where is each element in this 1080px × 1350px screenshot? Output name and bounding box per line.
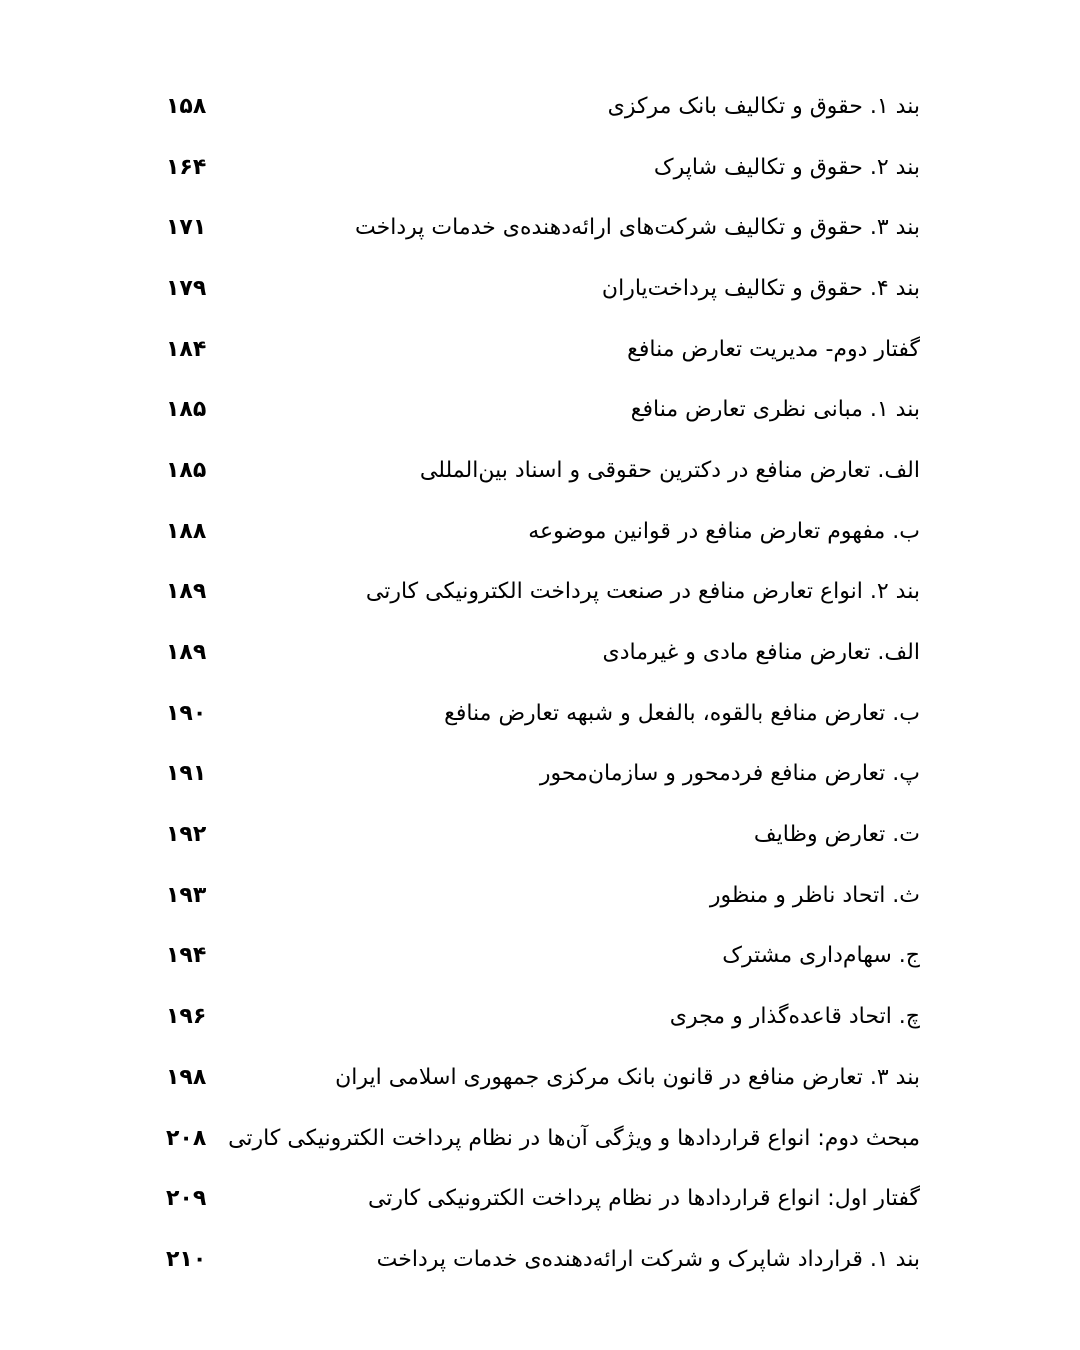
toc-entry[interactable] [160,197,920,258]
toc-entry-page: ۱۷۹ [166,275,207,301]
toc-entry-title: مبحث دوم: انواع قراردادها و ویژگی آن‌ها در نظام پرداخت الکترونیکی کارتی [228,1125,920,1151]
toc-entry[interactable] [160,1047,920,1108]
table-of-contents [160,76,920,1290]
toc-entry-title: ب. تعارض منافع بالقوه، بالفعل و شبهه تعارض منافع [444,700,920,726]
toc-entry-title: بند ۱. مبانی نظری تعارض منافع [630,397,920,423]
toc-entry-title: بند ۱. قرارداد شاپرک و شرکت ارائه‌دهنده‌ی خدمات پرداخت [376,1246,920,1272]
toc-entry-title: بند ۳. حقوق و تکالیف شرکت‌های ارائه‌دهنده‌ی خدمات پرداخت [355,215,920,241]
toc-entry[interactable] [160,562,920,623]
toc-entry-page: ۱۶۴ [166,154,207,180]
toc-entry[interactable] [160,865,920,926]
toc-entry-title: چ. اتحاد قاعده‌گذار و مجری [669,1004,920,1030]
toc-entry-title: بند ۱. حقوق و تکالیف بانک مرکزی [607,93,920,119]
toc-entry-title: بند ۴. حقوق و تکالیف پرداخت‌یاران [601,275,920,301]
toc-entry[interactable] [160,440,920,501]
toc-entry-page: ۱۸۵ [166,457,207,483]
toc-entry-page: ۱۹۶ [166,1004,207,1030]
toc-entry-page: ۱۹۳ [166,882,207,908]
toc-entry-title: ب. مفهوم تعارض منافع در قوانین موضوعه [528,518,920,544]
toc-entry-title: بند ۳. تعارض منافع در قانون بانک مرکزی جمهوری اسلامی ایران [335,1064,920,1090]
toc-entry-page: ۲۰۸ [166,1125,207,1151]
toc-entry-page: ۱۹۰ [166,700,207,726]
toc-entry-title: پ. تعارض منافع فردمحور و سازمان‌محور [539,761,920,787]
toc-entry-page: ۱۸۹ [166,640,207,666]
toc-entry[interactable] [160,379,920,440]
toc-entry-page: ۱۸۸ [166,518,207,544]
toc-entry[interactable] [160,926,920,987]
toc-entry-title: ث. اتحاد ناظر و منظور [709,882,920,908]
toc-entry[interactable] [160,501,920,562]
toc-entry-title: بند ۲. انواع تعارض منافع در صنعت پرداخت الکترونیکی کارتی [365,579,920,605]
toc-entry[interactable] [160,1168,920,1229]
toc-entry[interactable] [160,137,920,198]
toc-entry[interactable] [160,1108,920,1169]
toc-entry-page: ۱۸۵ [166,397,207,423]
toc-entry-page: ۱۹۱ [166,761,207,787]
toc-entry[interactable] [160,1229,920,1290]
toc-entry-title: ج. سهام‌داری مشترک [722,943,920,969]
toc-entry-page: ۱۵۸ [166,93,207,119]
toc-entry-page: ۱۸۹ [166,579,207,605]
toc-entry-title: گفتار دوم- مدیریت تعارض منافع [627,336,920,362]
toc-entry[interactable] [160,319,920,380]
toc-entry-page: ۱۹۲ [166,822,207,848]
toc-entry[interactable] [160,258,920,319]
toc-entry[interactable] [160,76,920,137]
toc-entry[interactable] [160,804,920,865]
toc-entry-page: ۱۹۸ [166,1064,207,1090]
toc-entry-page: ۱۸۴ [166,336,207,362]
toc-entry-title: گفتار اول: انواع قراردادها در نظام پرداخت الکترونیکی کارتی [367,1186,920,1212]
toc-entry[interactable] [160,986,920,1047]
toc-entry-title: الف. تعارض منافع در دکترین حقوقی و اسناد بین‌المللی [419,457,920,483]
toc-entry[interactable] [160,744,920,805]
toc-entry-title: الف. تعارض منافع مادی و غیرمادی [602,640,920,666]
toc-entry-page: ۲۱۰ [166,1246,207,1272]
toc-entry[interactable] [160,622,920,683]
toc-entry-page: ۱۹۴ [166,943,207,969]
toc-entry-page: ۱۷۱ [166,215,207,241]
toc-entry-title: ت. تعارض وظایف [753,822,920,848]
toc-entry-title: بند ۲. حقوق و تکالیف شاپرک [653,154,920,180]
toc-entry[interactable] [160,683,920,744]
toc-entry-page: ۲۰۹ [166,1186,207,1212]
